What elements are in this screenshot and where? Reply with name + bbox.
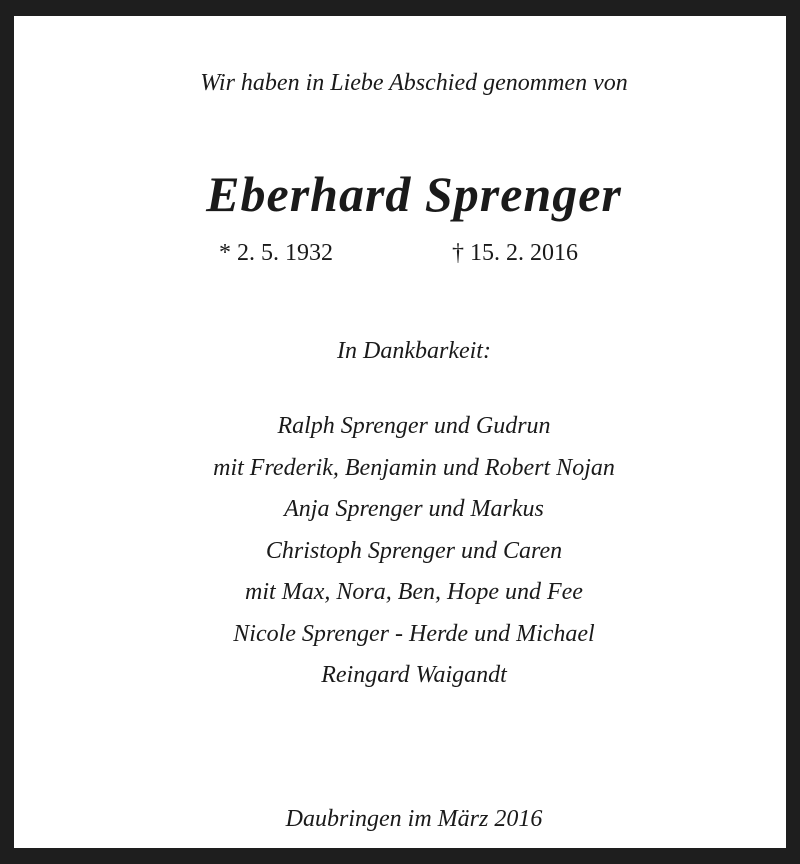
mourner-line: Anja Sprenger und Markus (284, 496, 544, 522)
mourner-line: Ralph Sprenger und Gudrun (277, 413, 551, 439)
mourner-line: Reingard Waigandt (321, 662, 507, 688)
mourner-line: mit Max, Nora, Ben, Hope und Fee (245, 579, 583, 605)
place-and-date: Daubringen im März 2016 (285, 806, 543, 832)
death-date: † 15. 2. 2016 (452, 240, 578, 266)
deceased-name: Eberhard Sprenger (206, 166, 622, 222)
mourners-list (14, 406, 800, 697)
mourner-line: Nicole Sprenger - Herde und Michael (233, 620, 595, 647)
mourner-line: mit Frederik, Benjamin und Robert Nojan (213, 454, 615, 481)
birth-date: * 2. 5. 1932 (219, 240, 333, 266)
mourner-line: Christoph Sprenger und Caren (265, 537, 563, 564)
intro-text: Wir haben in Liebe Abschied genommen von (200, 70, 628, 96)
thanks-heading: In Dankbarkeit: (337, 338, 491, 364)
